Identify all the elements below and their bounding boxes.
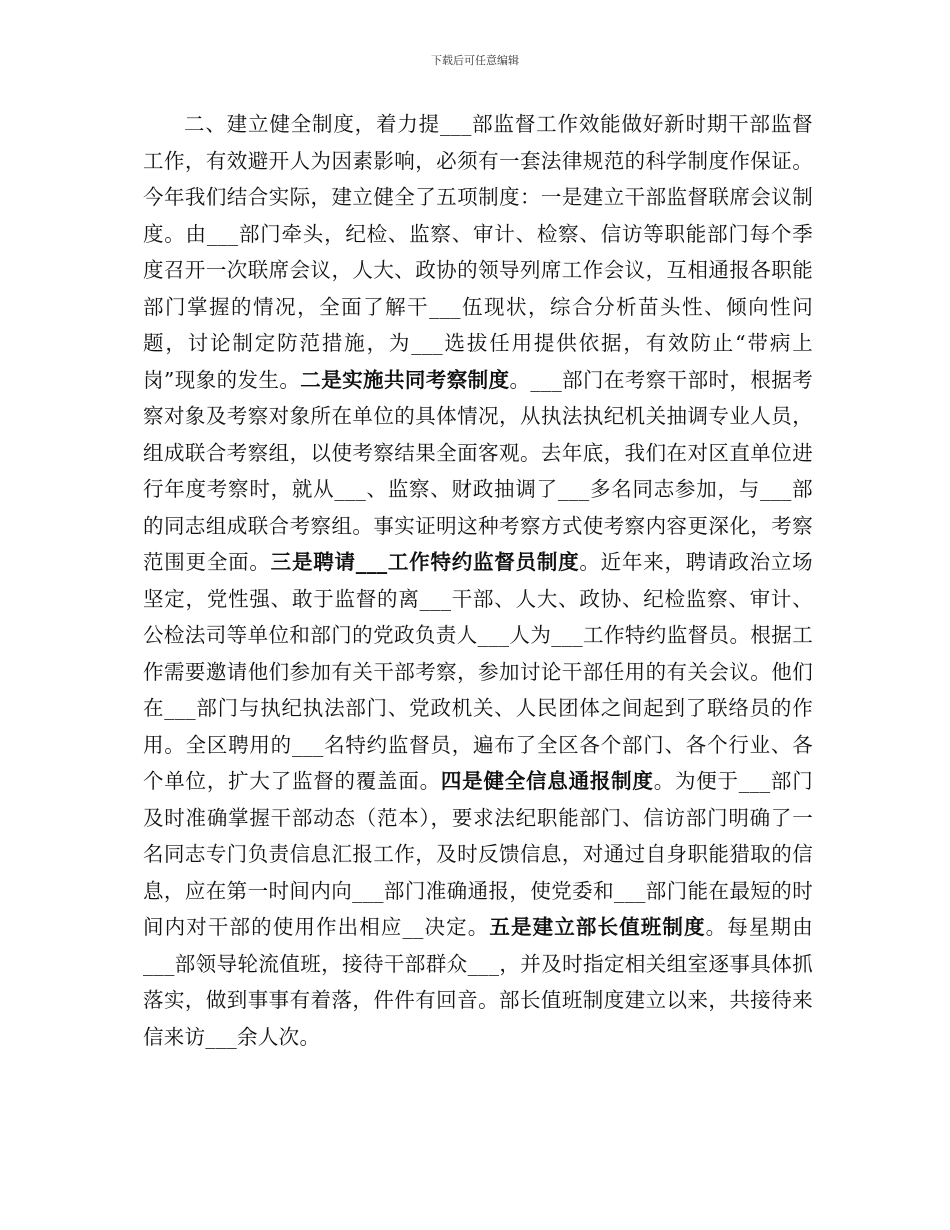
bold-heading-minister-duty: 五是建立部长值班制度 xyxy=(489,915,706,939)
text-segment: 。为便于___部门及时准确掌握干部动态（范本），要求法纪职能部门、信访部门明确了一名同志专门负责信息汇报工作，及时反馈信息，对通过自身职能猎取的信息，应在第一时间内向___部门准确通报，使党委和___部门能在最短的时间内对干部的使用作出相应__决定。 xyxy=(143,769,814,939)
page-header: 下载后可任意编辑 xyxy=(431,54,519,67)
bold-heading-info-reporting: 四是健全信息通报制度 xyxy=(440,769,654,793)
paragraph-system-building xyxy=(143,106,813,1055)
bold-heading-joint-inspection: 二是实施共同考察制度 xyxy=(300,367,510,392)
text-segment: 。近年来，聘请政治立场坚定，党性强、敢于监督的离___干部、人大、政协、纪检监察、审计、公检法司等单位和部门的党政负责人___人为___工作特约监督员。根据工作需要邀请他们参加有关干部考察，参加讨论干部任用的有关会议。他们在___部门与执纪执法部门、党政机关、人民团体之间起到了联络员的作用。全区聘用的___名特约监督员，遍布了全区各个部门、各个行业、各个单位，扩大了监督的覆盖面。 xyxy=(143,550,813,793)
bold-heading-special-supervisor: 三是聘请___工作特约监督员制度 xyxy=(270,550,580,574)
text-segment: 二、建立健全制度，着力提___部监督工作效能做好新时期干部监督工作，有效避开人为因素影响，必须有一套法律规范的科学制度作保证。今年我们结合实际，建立健全了五项制度：一是建立干部监督联席会议制度。由___部门牵头，纪检、监察、审计、检察、信访等职能部门每个季度召开一次联席会议，人大、政协的领导列席工作会议，互相通报各职能部门掌握的情况，全面了解干___伍现状，综合分析苗头性、倾向性问题，讨论制定防范措施，为___选拔任用提供依据，有效防止“带病上岗”现象的发生。 xyxy=(143,112,813,392)
text-segment: 。___部门在考察干部时，根据考察对象及考察对象所在单位的具体情况，从执法执纪机关抽调专业人员，组成联合考察组，以使考察结果全面客观。去年底，我们在对区直单位进行年度考察时，就从___、监察、财政抽调了___多名同志参加，与___部的同志组成联合考察组。事实证明这种考察方式使考察内容更深化，考察范围更全面。 xyxy=(143,367,813,574)
text-segment: 。每星期由___部领导轮流值班，接待干部群众___，并及时指定相关组室逐事具体抓落实，做到事事有着落，件件有回音。部长值班制度建立以来，共接待来信来访___余人次。 xyxy=(143,915,813,1049)
document-body xyxy=(143,106,813,1055)
